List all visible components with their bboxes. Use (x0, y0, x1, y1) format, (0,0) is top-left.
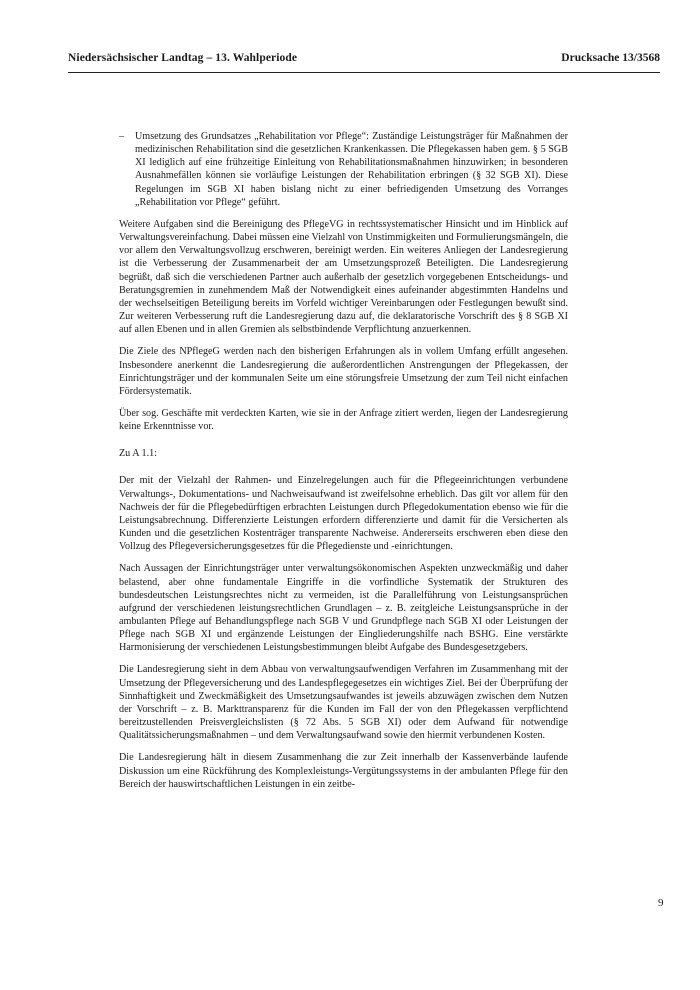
page-number: 9 (658, 897, 664, 909)
document-body (119, 130, 568, 800)
paragraph-7: Die Landesregierung hält in diesem Zusammenhang die zur Zeit innerhalb der Kassenverbände laufende Diskussion um eine Rückführung des Komplexleistungs-Vergütungssystems in der ambulanten Pflege für den Bereich der hauswirtschaftlichen Leistungen in ein zeitbe- (119, 752, 568, 790)
header-rule (68, 72, 660, 73)
bullet-item-rehabilitation (119, 130, 568, 209)
header-document-number: Drucksache 13/3568 (561, 52, 660, 64)
paragraph-6: Die Landesregierung sieht in dem Abbau von verwaltungsaufwendigen Verfahren im Zusammenhang mit der Umsetzung der Pflegeversicherung und des Landespflegegesetzes ein wichtiges Ziel. Bei der Überprüfung der Sinnhaftigkeit und Zweckmäßigkeit des Umsetzungsaufwandes ist jeweils abzuwägen zwischen dem Nutzen der Vorschrift – z. B. Markttransparenz für die Kunden im Fall der von den Pflegekassen verpflichtend bereitzustellenden Preisvergleichslisten (§ 72 Abs. 5 SGB XI) oder dem Aufwand für notwendige Qualitätssicherungsmaßnahmen – und dem Verwaltungsaufwand sowie den hiermit verbundenen Kosten. (119, 664, 568, 742)
paragraph-3: Über sog. Geschäfte mit verdeckten Karten, wie sie in der Anfrage zitiert werden, liegen der Landesregierung keine Erkenntnisse vor. (119, 407, 568, 433)
paragraph-4: Der mit der Vielzahl der Rahmen- und Einzelregelungen auch für die Pflegeeinrichtungen verbundene Verwaltungs-, Dokumentations- und Nachweisaufwand ist zweifelsohne erheblich. Das gilt vor allem für den Nachweis der für die Pflegebedürftigen erbrachten Leistungen durch Pflegedokumentation ebenso wie für die Leistungsabrechnung. Differenzierte Leistungen erfordern differenzierte und damit für die Versicherten als Kunden und die gesetzlichen Kostenträger transparente Nachweise. Andererseits erschweren eben diese den Vollzug des Pflegeversicherungsgesetzes für die Pflegedienste und -einrichtungen. (119, 475, 568, 553)
paragraph-5: Nach Aussagen der Einrichtungsträger unter verwaltungsökonomischen Aspekten unzweckmäßig und daher belastend, aber ohne fundamentale Eingriffe in die vorfindliche Systematik der Strukturen des bundesdeutschen Leistungsrechtes nicht zu vermeiden, ist die Parallelführung von Leistungsansprüchen aufgrund der verschiedenen leistungsrechtlichen Grundlagen – z. B. zeitgleiche Leistungsansprüche in der ambulanten Pflege auf Behandlungspflege nach SGB V und Grundpflege nach SGB XI oder Leistungen der Pflege nach SGB XI und ergänzende Leistungen der Eingliederungshilfe nach BSHG. Eine verstärkte Harmonisierung der verschiedenen Leistungsbestimmungen bleibt Aufgabe des Bundesgesetzgebers. (119, 563, 568, 654)
paragraph-2: Die Ziele des NPflegeG werden nach den bisherigen Erfahrungen als in vollem Umfang erfüllt angesehen. Insbesondere anerkennt die Landesregierung die außerordentlichen Anstrengungen der Pflegekassen, der Einrichtungsträger und der kommunalen Seite um eine störungsfreie Umsetzung der zum Teil nicht einfachen Fördersystematik. (119, 346, 568, 397)
paragraph-1: Weitere Aufgaben sind die Bereinigung des PflegeVG in rechtssystematischer Hinsicht und im Hinblick auf Verwaltungsvereinfachung. Dabei müssen eine Vielzahl von Unstimmigkeiten und Formulierungsmängeln, die vor allem den Verwaltungsvollzug erschweren, bereinigt werden. Ein weiteres Anliegen der Landesregierung ist die Verbesserung der Zusammenarbeit der am Umsetzungsprozeß Beteiligten. Die Landesregierung begrüßt, daß sich die verschiedenen Partner auch außerhalb der gesetzlich vorgegebenen Entscheidungs- und Beratungsgremien in zunehmendem Maß der Notwendigkeit eines aufeinander abgestimmten Handelns und der wechselseitigen Beteiligung bereits im Vorfeld wichtiger Vereinbarungen oder Festlegungen bewußt sind. Zur weiteren Verbesserung ruft die Landesregierung dazu auf, die deklaratorische Vorschrift des § 8 SGB XI auf allen Ebenen und in allen Gremien als selbstbindende Verpflichtung anzuerkennen. (119, 218, 568, 336)
section-heading: Zu A 1.1: (119, 448, 157, 460)
bullet-text: Umsetzung des Grundsatzes „Rehabilitation vor Pflege“: Zuständige Leistungsträger für Maßnahmen der medizinischen Rehabilitation sind die gesetzlichen Krankenkassen. Die Pflegekassen haben gem. § 5 SGB XI lediglich auf eine frühzeitige Einleitung von Rehabilitationsmaßnahmen hinzuwirken; in besonderen Ausnahmefällen können sie vorläufige Leistungen der Rehabilitation erbringen (§ 32 SGB XI). Diese Regelungen im SGB XI haben bislang nicht zu einer befriedigenden Umsetzung des Vorranges „Rehabilitation vor Pflege“ geführt. (135, 131, 568, 208)
bullet-dash: – (119, 131, 125, 142)
header-parliament-title: Niedersächsischer Landtag – 13. Wahlperiode (68, 52, 298, 64)
page-header (68, 52, 660, 72)
